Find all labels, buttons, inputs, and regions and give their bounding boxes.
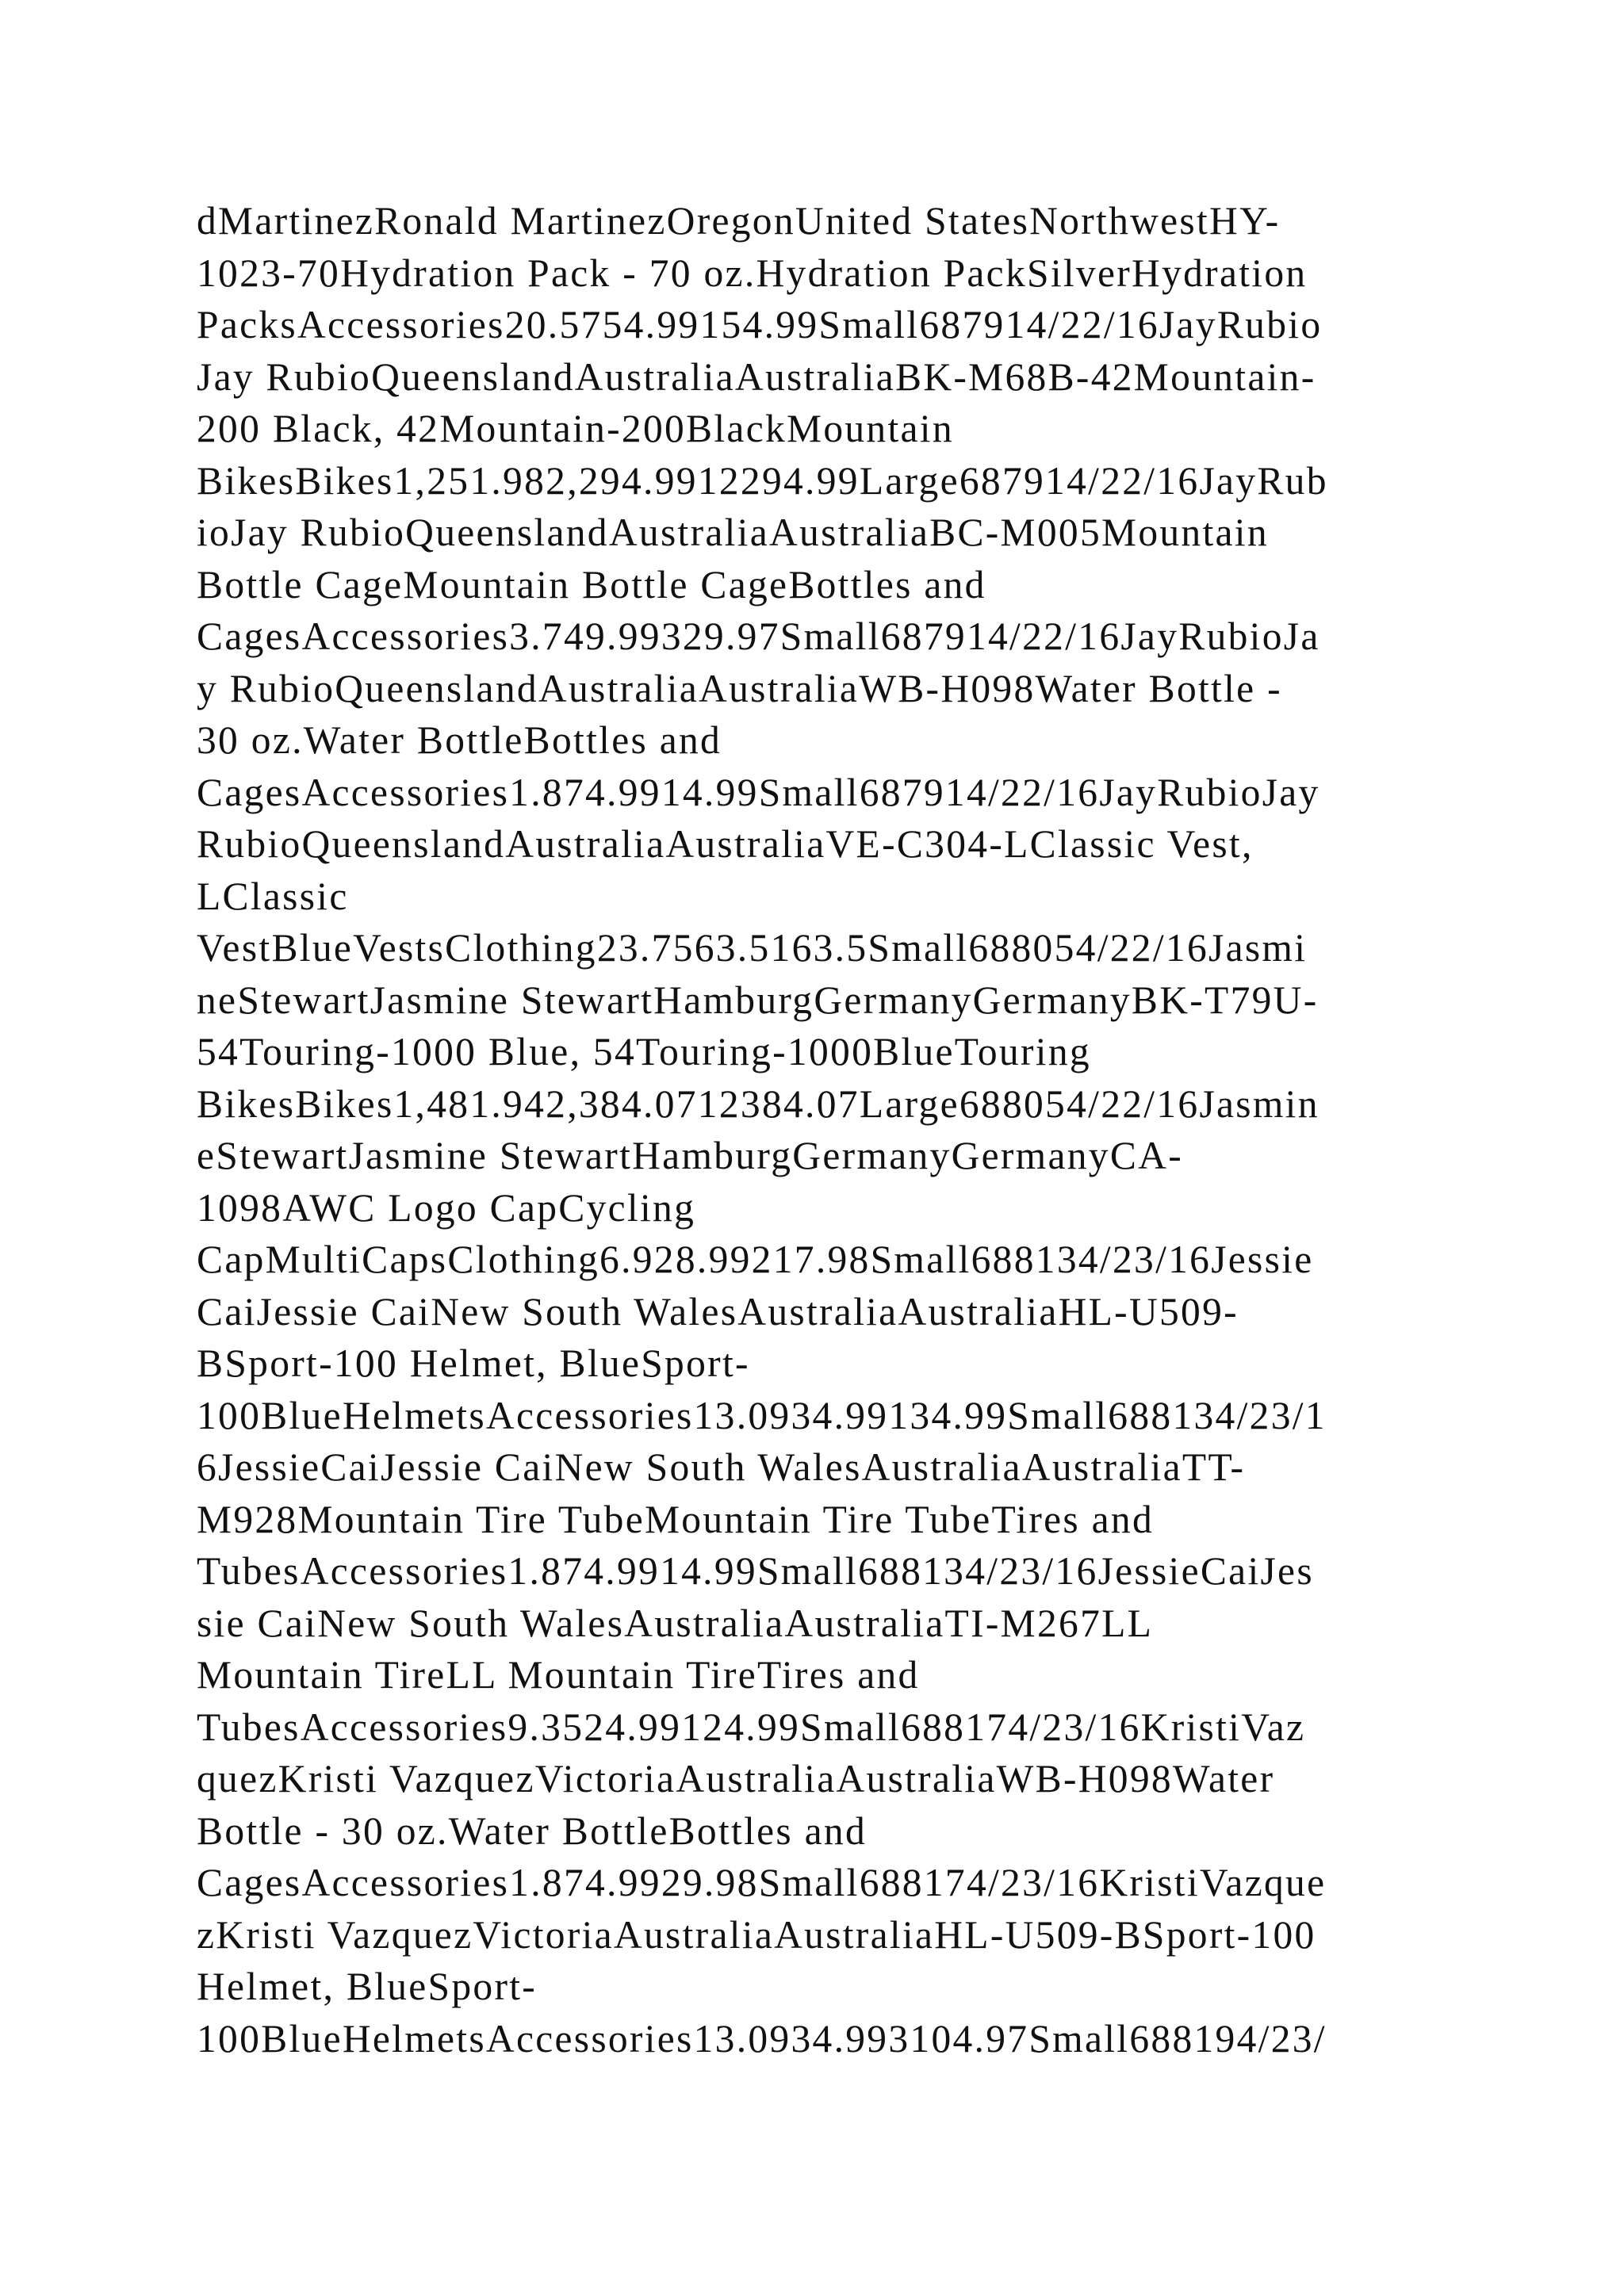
text-line: 100BlueHelmetsAccessories13.0934.99134.99Small688134/23/1 [197, 1393, 1327, 1437]
text-line: BSport-100 Helmet, BlueSport- [197, 1341, 750, 1385]
text-line: CapMultiCapsClothing6.928.99217.98Small688134/23/16Jessie [197, 1238, 1314, 1281]
text-line: 30 oz.Water BottleBottles and [197, 718, 722, 762]
text-line: BikesBikes1,251.982,294.9912294.99Large687914/22/16JayRub [197, 458, 1328, 503]
text-line: CaiJessie CaiNew South WalesAustraliaAustraliaHL-U509- [197, 1289, 1239, 1334]
text-line: zKristi VazquezVictoriaAustraliaAustraliaHL-U509-BSport-100 [197, 1912, 1316, 1957]
text-line: Helmet, BlueSport- [197, 1965, 538, 2008]
text-line: TubesAccessories1.874.9914.99Small688134/23/16JessieCaiJes [197, 1549, 1314, 1593]
text-line: BikesBikes1,481.942,384.0712384.07Large688054/22/16Jasmin [197, 1081, 1320, 1126]
text-line: 6JessieCaiJessie CaiNew South WalesAustraliaAustraliaTT- [197, 1445, 1246, 1489]
text-line: Jay RubioQueenslandAustraliaAustraliaBK-M68B-42Mountain- [197, 354, 1316, 399]
text-line: 1098AWC Logo CapCycling [197, 1185, 696, 1230]
document-text [197, 195, 1450, 2064]
text-line: PacksAccessories20.5754.99154.99Small687914/22/16JayRubio [197, 303, 1323, 346]
text-line: 1023-70Hydration Pack - 70 oz.Hydration PackSilverHydration [197, 251, 1308, 295]
text-line: CagesAccessories1.874.9914.99Small687914/22/16JayRubioJay [197, 770, 1320, 814]
text-line: 54Touring-1000 Blue, 54Touring-1000BlueTouring [197, 1030, 1091, 1073]
text-line: y RubioQueenslandAustraliaAustraliaWB-H098Water Bottle - [197, 666, 1282, 710]
text-line: Bottle CageMountain Bottle CageBottles and [197, 562, 986, 607]
text-line: M928Mountain Tire TubeMountain Tire TubeTires and [197, 1497, 1155, 1541]
text-line: Mountain TireLL Mountain TireTires and [197, 1653, 920, 1697]
text-line: CagesAccessories3.749.99329.97Small687914/22/16JayRubioJa [197, 614, 1320, 658]
text-line: 100BlueHelmetsAccessories13.0934.993104.97Small688194/23/ [197, 2016, 1327, 2061]
text-line: 200 Black, 42Mountain-200BlackMountain [197, 407, 954, 450]
text-line: Bottle - 30 oz.Water BottleBottles and [197, 1808, 868, 1853]
text-line: ioJay RubioQueenslandAustraliaAustraliaBC-M005Mountain [197, 511, 1269, 554]
text-line: LClassic [197, 874, 349, 918]
text-line: quezKristi VazquezVictoriaAustraliaAustraliaWB-H098Water [197, 1757, 1275, 1800]
text-line: sie CaiNew South WalesAustraliaAustraliaTI-M267LL [197, 1601, 1154, 1645]
text-line: RubioQueenslandAustraliaAustraliaVE-C304-LClassic Vest, [197, 822, 1254, 866]
text-line: eStewartJasmine StewartHamburgGermanyGermanyCA- [197, 1134, 1183, 1177]
text-line: TubesAccessories9.3524.99124.99Small688174/23/16KristiVaz [197, 1705, 1306, 1749]
text-line: neStewartJasmine StewartHamburgGermanyGermanyBK-T79U- [197, 978, 1319, 1022]
text-line: CagesAccessories1.874.9929.98Small688174/23/16KristiVazque [197, 1861, 1327, 1904]
text-line: VestBlueVestsClothing23.7563.5163.5Small688054/22/16Jasmi [197, 926, 1308, 970]
text-line: dMartinezRonald MartinezOregonUnited StatesNorthwestHY- [197, 199, 1281, 243]
